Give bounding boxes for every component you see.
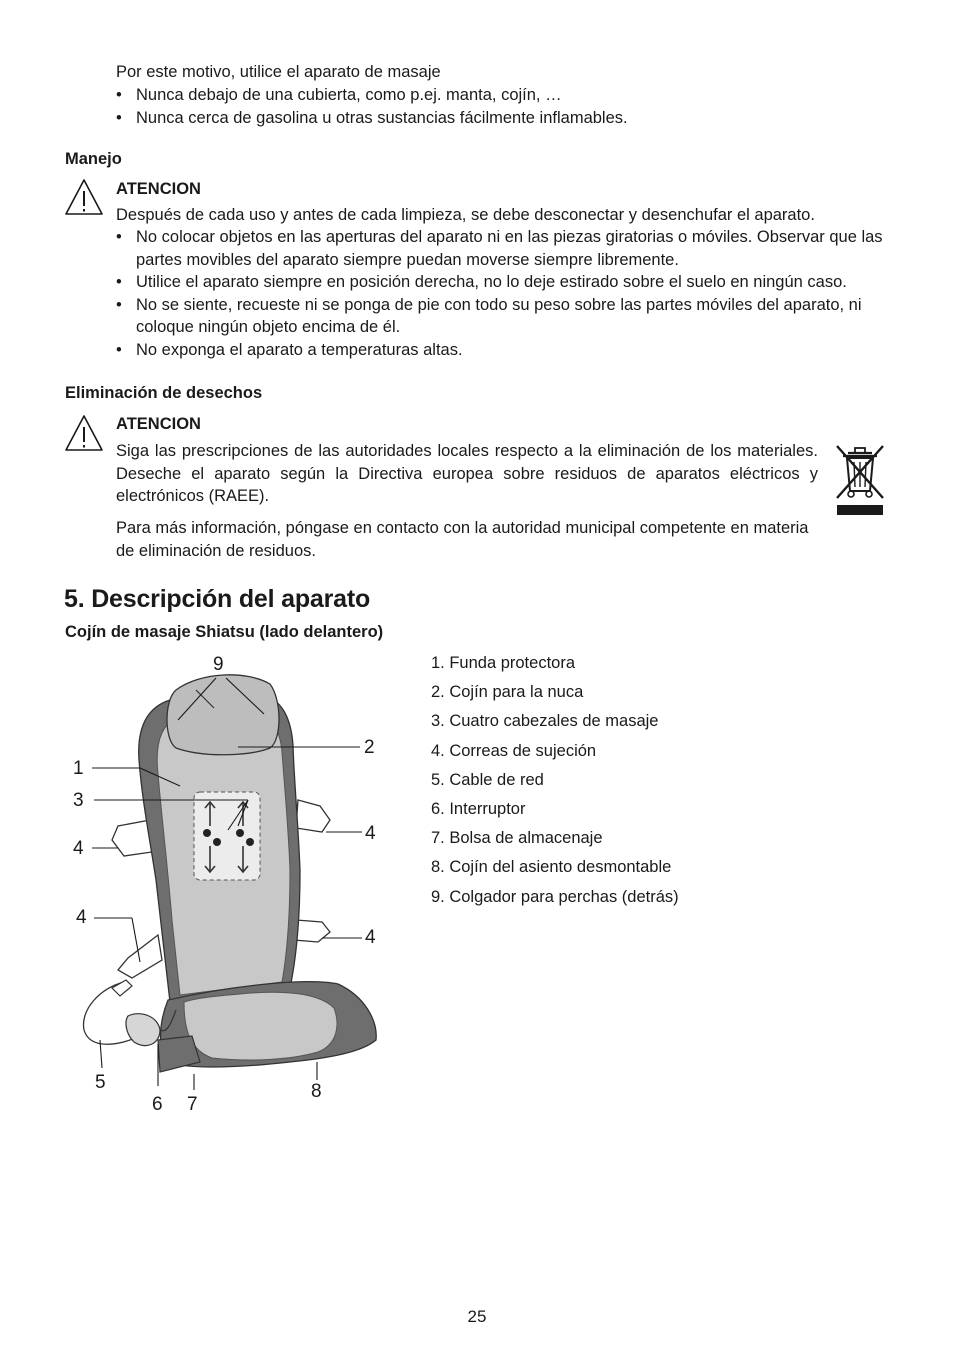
intro-lead: Por este motivo, utilice el aparato de masaje: [116, 63, 441, 81]
section-subtitle: Cojín de masaje Shiatsu (lado delantero): [65, 623, 384, 641]
list-item: • Nunca debajo de una cubierta, como p.ej. manta, cojín, …: [116, 84, 896, 107]
callout-4: 4: [76, 907, 87, 928]
parts-legend: [431, 649, 679, 912]
callout-2: 2: [364, 737, 375, 758]
intro-bullets: [116, 84, 896, 129]
list-item: • Utilice el aparato siempre en posición derecha, no lo deje estirado sobre el suelo en ningún caso.: [116, 271, 894, 294]
callout-5: 5: [95, 1072, 106, 1093]
callout-9: 9: [213, 654, 224, 675]
list-item: • No colocar objetos en las aperturas del aparato ni en las piezas giratorias o móviles. Observar que las partes movibles del aparato siempre puedan moverse siempre libremente.: [116, 226, 894, 271]
list-item: 4. Correas de sujeción: [431, 741, 597, 760]
warning-icon: [64, 178, 104, 216]
list-item: • Nunca cerca de gasolina u otras sustancias fácilmente inflamables.: [116, 107, 896, 130]
eliminacion-paragraph-1: Siga las prescripciones de las autoridades locales respecto a la eliminación de los materiales. Deseche el aparato según la Directiva europea sobre residuos de aparatos eléctricos y electrónicos (RAEE).: [116, 442, 818, 505]
massage-cushion-illustration: [0, 640, 420, 1130]
callout-1: 1: [73, 758, 84, 779]
list-item: 2. Cojín para la nuca: [431, 683, 584, 702]
list-item: 7. Bolsa de almacenaje: [431, 829, 603, 848]
list-item: 1. Funda protectora: [431, 654, 576, 672]
list-item: • No se siente, recueste ni se ponga de pie con todo su peso sobre las partes móviles del aparato, ni coloque ningún objeto encima de él.: [116, 294, 894, 339]
callout-4: 4: [73, 838, 84, 859]
manejo-warning-title: ATENCION: [116, 180, 201, 198]
weee-bin-icon: [834, 443, 886, 517]
callout-3: 3: [73, 790, 84, 811]
manejo-bullets: [116, 226, 894, 361]
callout-7: 7: [187, 1094, 198, 1115]
eliminacion-heading: Eliminación de desechos: [65, 384, 263, 402]
section-title: 5. Descripción del aparato: [64, 585, 371, 613]
list-item: 9. Colgador para perchas (detrás): [431, 887, 679, 906]
eliminacion-warning-title: ATENCION: [116, 415, 201, 433]
eliminacion-paragraph-2: Para más información, póngase en contacto con la autoridad municipal competente en materia de eliminación de residuos.: [116, 519, 809, 560]
callout-8: 8: [311, 1081, 322, 1102]
callout-6: 6: [152, 1094, 163, 1115]
list-item: 8. Cojín del asiento desmontable: [431, 858, 672, 877]
list-item: • No exponga el aparato a temperaturas altas.: [116, 339, 894, 362]
page-number: 25: [467, 1307, 487, 1326]
callout-4: 4: [365, 927, 376, 948]
callout-4: 4: [365, 823, 376, 844]
manejo-warning-text: Después de cada uso y antes de cada limpieza, se debe desconectar y desenchufar el aparato.: [116, 206, 815, 224]
warning-icon: [64, 414, 104, 452]
list-item: 5. Cable de red: [431, 770, 544, 789]
manejo-heading: Manejo: [65, 150, 122, 168]
list-item: 3. Cuatro cabezales de masaje: [431, 712, 659, 731]
list-item: 6. Interruptor: [431, 800, 526, 819]
